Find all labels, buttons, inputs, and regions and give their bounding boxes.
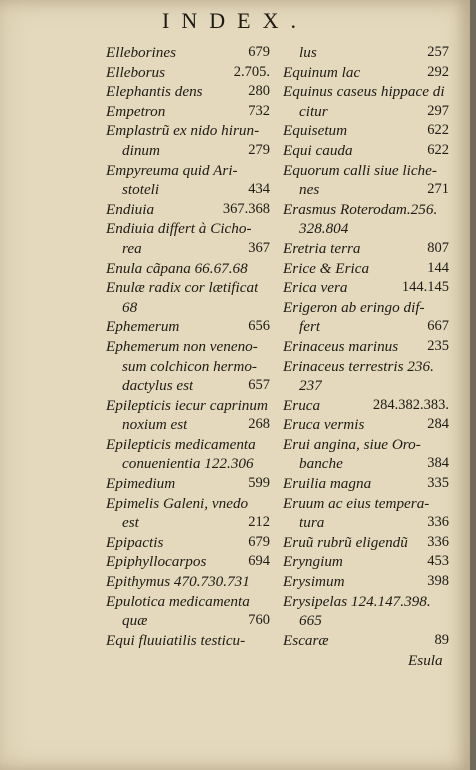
entry-page-ref: 144.145 <box>401 279 449 296</box>
entry-page-ref: 367.368 <box>222 200 270 217</box>
index-entry <box>106 533 270 553</box>
entry-page-ref: 292 <box>427 63 449 80</box>
entry-page-ref: 622 <box>427 122 449 139</box>
entry-text: Erigeron ab eringo dif- <box>283 298 425 316</box>
entry-page-ref: 384 <box>427 455 449 472</box>
entry-page-ref: 89 <box>434 631 449 648</box>
entry-text: Erice & Erica <box>283 259 370 277</box>
entry-text: Epimedium <box>106 475 176 493</box>
entry-text: quæ <box>122 612 148 630</box>
index-entry <box>106 357 270 377</box>
index-entry <box>283 435 449 455</box>
entry-page-ref: 453 <box>427 553 449 570</box>
entry-page-ref: 667 <box>427 318 449 335</box>
index-entry <box>106 337 270 357</box>
entry-page-ref: 284.382.383. <box>372 396 449 413</box>
entry-text: Epithymus 470.730.731 <box>106 573 250 591</box>
index-entry <box>283 357 449 377</box>
entry-text: tura <box>299 514 325 532</box>
index-entry <box>106 572 270 592</box>
index-entry <box>283 317 449 337</box>
entry-text: Epiphyllocarpos <box>106 553 207 571</box>
index-entry <box>283 141 449 161</box>
entry-text: 665 <box>299 612 322 630</box>
entry-text: Erysimum <box>283 573 345 591</box>
entry-text: Epipactis <box>106 533 164 551</box>
entry-text: Escaræ <box>283 631 329 649</box>
index-entry <box>283 396 449 416</box>
index-entry <box>106 376 270 396</box>
entry-text: 328.804 <box>299 220 349 238</box>
entry-text: lus <box>299 44 317 61</box>
index-entry <box>283 415 449 435</box>
entry-text: Elephantis dens <box>106 83 203 101</box>
index-entry <box>283 161 449 181</box>
entry-text: Enula cãpana 66.67.68 <box>106 259 248 277</box>
entry-page-ref: 760 <box>248 612 270 629</box>
index-entry <box>106 121 270 141</box>
index-entry <box>283 239 449 259</box>
entry-text: Elleborus <box>106 63 166 81</box>
index-entry <box>283 63 449 83</box>
entry-text: Erysipelas 124.147.398. <box>283 592 431 610</box>
index-entry <box>106 396 270 416</box>
index-entry <box>106 494 270 514</box>
entry-text: rea <box>122 239 142 257</box>
entry-page-ref: 367 <box>248 239 270 256</box>
index-entry <box>283 200 449 220</box>
entry-text: Equorum calli siue liche- <box>283 161 437 179</box>
entry-text: Elleborines <box>106 44 177 61</box>
entry-page-ref: 280 <box>248 83 270 100</box>
catchword: Esula <box>408 652 443 669</box>
index-entry <box>283 180 449 200</box>
entry-text: noxium est <box>122 416 188 434</box>
entry-text: Equisetum <box>283 122 348 140</box>
entry-text: Erinaceus terrestris 236. <box>283 357 434 375</box>
index-entry <box>283 631 449 651</box>
entry-text: Equinum lac <box>283 63 361 81</box>
index-entry <box>106 474 270 494</box>
index-entry <box>106 43 270 63</box>
entry-page-ref: 279 <box>248 141 270 158</box>
index-entry <box>106 180 270 200</box>
entry-text: Epulotica medicamenta <box>106 592 250 610</box>
entry-text: citur <box>299 102 328 120</box>
entry-text: Emplastrũ ex nido hirun- <box>106 122 260 140</box>
entry-text: dactylus est <box>122 377 194 395</box>
entry-page-ref: 257 <box>427 44 449 60</box>
entry-text: dinum <box>122 141 160 159</box>
entry-page-ref: 732 <box>248 102 270 119</box>
entry-page-ref: 297 <box>427 102 449 119</box>
entry-page-ref: 599 <box>248 475 270 492</box>
index-entry <box>283 533 449 553</box>
entry-page-ref: 235 <box>427 337 449 354</box>
entry-page-ref: 144 <box>427 259 449 276</box>
entry-page-ref: 656 <box>248 318 270 335</box>
index-entry <box>106 102 270 122</box>
index-entry <box>106 454 270 474</box>
index-entry <box>106 219 270 239</box>
index-entry <box>106 611 270 631</box>
entry-text: Equi cauda <box>283 141 353 159</box>
index-entry <box>106 141 270 161</box>
index-entry <box>106 63 270 83</box>
index-entry <box>106 435 270 455</box>
entry-text: Endiuia differt à Cicho- <box>106 220 252 238</box>
entry-text: est <box>122 514 139 532</box>
index-entry <box>283 376 449 396</box>
index-entry <box>283 592 449 612</box>
index-entry <box>283 82 449 102</box>
index-entry <box>283 337 449 357</box>
entry-text: 237 <box>299 377 322 395</box>
index-entry <box>106 259 270 279</box>
entry-text: Empetron <box>106 102 166 120</box>
entry-text: Equi fluuiatilis testicu- <box>106 631 246 649</box>
index-entry <box>106 631 270 651</box>
entry-text: stoteli <box>122 181 160 199</box>
entry-page-ref: 212 <box>248 514 270 531</box>
index-entry <box>106 592 270 612</box>
index-entry <box>283 513 449 533</box>
entry-page-ref: 398 <box>427 573 449 590</box>
index-entry <box>106 513 270 533</box>
index-entry <box>283 278 449 298</box>
entry-page-ref: 657 <box>248 377 270 394</box>
entry-page-ref: 694 <box>248 553 270 570</box>
entry-page-ref: 434 <box>248 181 270 198</box>
entry-text: banche <box>299 455 343 473</box>
entry-text: Eretria terra <box>283 239 361 257</box>
entry-text: conuenientia 122.306 <box>122 455 254 473</box>
index-entry <box>283 454 449 474</box>
page-header: INDEX. <box>162 8 308 33</box>
index-entry <box>106 317 270 337</box>
entry-page-ref: 271 <box>427 181 449 198</box>
index-entry <box>106 161 270 181</box>
index-entry <box>283 219 449 239</box>
entry-text: sum colchicon hermo- <box>122 357 257 375</box>
index-entry <box>283 43 449 63</box>
index-entry <box>283 121 449 141</box>
index-entry <box>283 572 449 592</box>
index-entry <box>283 494 449 514</box>
entry-page-ref: 336 <box>427 533 449 550</box>
entry-text: Ephemerum non veneno- <box>106 337 258 355</box>
entry-text: Ephemerum <box>106 318 180 336</box>
index-entry <box>106 415 270 435</box>
index-entry <box>106 82 270 102</box>
index-entry <box>106 298 270 318</box>
index-entry <box>283 552 449 572</box>
entry-text: Empyreuma quid Ari- <box>106 161 238 179</box>
index-entry <box>106 552 270 572</box>
entry-text: Erui angina, siue Oro- <box>283 435 421 453</box>
entry-text: Erica vera <box>283 279 348 297</box>
entry-text: Eruca vermis <box>283 416 365 434</box>
entry-text: Eruũ rubrũ eligendũ <box>283 533 408 551</box>
index-entry <box>283 259 449 279</box>
index-entry <box>106 200 270 220</box>
entry-text: Eruilia magna <box>283 475 372 493</box>
entry-text: 68 <box>122 298 138 316</box>
index-entry <box>283 611 449 631</box>
entry-page-ref: 622 <box>427 141 449 158</box>
entry-text: Eryngium <box>283 553 343 571</box>
entry-text: Erinaceus marinus <box>283 337 399 355</box>
entry-text: Endiuia <box>106 200 155 218</box>
index-entry <box>106 278 270 298</box>
entry-text: Equinus caseus hippace di <box>283 83 445 101</box>
entry-text: Epimelis Galeni, vnedo <box>106 494 249 512</box>
entry-page-ref: 284 <box>427 416 449 433</box>
entry-page-ref: 679 <box>248 44 270 60</box>
entry-page-ref: 268 <box>248 416 270 433</box>
entry-text: nes <box>299 181 320 199</box>
entry-page-ref: 335 <box>427 475 449 492</box>
entry-page-ref: 807 <box>427 239 449 256</box>
entry-text: Epilepticis medicamenta <box>106 435 256 453</box>
entry-text: Enulæ radix cor lætificat <box>106 279 259 297</box>
index-entry <box>283 298 449 318</box>
entry-page-ref: 336 <box>427 514 449 531</box>
index-entry <box>283 474 449 494</box>
entry-text: Eruca <box>283 396 321 414</box>
entry-page-ref: 2.705. <box>233 63 270 80</box>
index-column-left <box>106 43 270 650</box>
index-entry <box>106 239 270 259</box>
index-entry <box>283 102 449 122</box>
entry-text: Eruum ac eius tempera- <box>283 494 430 512</box>
index-column-right <box>283 43 449 650</box>
entry-text: Epilepticis iecur caprinum <box>106 396 268 414</box>
entry-text: Erasmus Roterodam.256. <box>283 200 438 218</box>
entry-page-ref: 679 <box>248 533 270 550</box>
entry-text: fert <box>299 318 321 336</box>
